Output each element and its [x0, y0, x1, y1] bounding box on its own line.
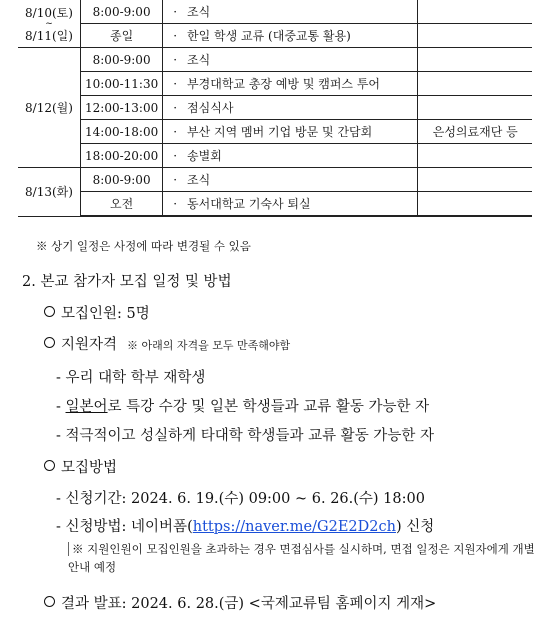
time-cell: 12:00-13:00 — [81, 96, 163, 120]
note-cell — [418, 48, 533, 72]
note-cell — [418, 0, 533, 24]
time-cell: 14:00-18:00 — [81, 120, 163, 144]
table-row — [18, 24, 532, 48]
eligibility-heading: 지원자격 ※ 아래의 자격을 모두 만족해야함 — [44, 333, 290, 354]
activity-cell: · 조식 — [163, 0, 418, 24]
circle-bullet-icon — [44, 306, 55, 317]
date-cell: 8/13(화) — [18, 168, 81, 217]
time-cell: 종일 — [81, 24, 163, 48]
table-row — [18, 168, 532, 192]
naver-form-link[interactable]: https://naver.me/G2E2D2ch — [192, 519, 396, 535]
schedule-footnote: ※ 상기 일정은 사정에 따라 변경될 수 있음 — [36, 239, 251, 253]
date-cell: 8/12(월) — [18, 48, 81, 168]
time-cell: 오전 — [81, 192, 163, 217]
note-cell: 은성의료재단 등 — [418, 120, 533, 144]
application-period: - 신청기간: 2024. 6. 19.(수) 09:00 ~ 6. 26.(수) 18:00 — [56, 491, 425, 507]
note-cell — [418, 96, 533, 120]
table-row — [18, 192, 532, 217]
time-cell: 8:00-9:00 — [81, 48, 163, 72]
section-heading: 2. 본교 참가자 모집 일정 및 방법 — [22, 274, 232, 290]
table-row — [18, 96, 532, 120]
interview-note: ※ 지원인원이 모집인원을 초과하는 경우 면접심사를 실시하며, 면접 일정은 지원자에게 개별 안내 예정 — [68, 542, 535, 574]
table-row — [18, 144, 532, 168]
tilde: ~ — [45, 18, 53, 29]
note-cell — [418, 144, 533, 168]
activity-cell: · 송별회 — [163, 144, 418, 168]
circle-bullet-icon — [44, 337, 55, 348]
circle-bullet-icon — [44, 596, 55, 607]
table-row — [18, 120, 532, 144]
activity-cell: · 한일 학생 교류 (대중교통 활용) — [163, 24, 418, 48]
note-cell — [418, 168, 533, 192]
recruit-count: 모집인원: 5명 — [44, 302, 150, 323]
date-cell: 8/10(토) ~ 8/11(일) — [18, 0, 81, 48]
table-row — [18, 0, 532, 24]
time-cell: 8:00-9:00 — [81, 168, 163, 192]
circle-bullet-icon — [44, 460, 55, 471]
eligibility-item: - 일본어로 특강 수강 및 일본 학생들과 교류 활동 가능한 자 — [56, 399, 430, 415]
result-announcement: 결과 발표: 2024. 6. 28.(금) <국제교류팀 홈페이지 게재> — [44, 592, 436, 613]
activity-cell: · 동서대학교 기숙사 퇴실 — [163, 192, 418, 217]
time-cell: 18:00-20:00 — [81, 144, 163, 168]
activity-cell: · 부산 지역 멤버 기업 방문 및 간담회 — [163, 120, 418, 144]
schedule-table — [18, 0, 532, 217]
table-row — [18, 72, 532, 96]
activity-cell: · 조식 — [163, 48, 418, 72]
activity-cell: · 부경대학교 총장 예방 및 캠퍼스 투어 — [163, 72, 418, 96]
method-heading: 모집방법 — [44, 456, 117, 477]
time-cell: 8:00-9:00 — [81, 0, 163, 24]
eligibility-item: - 적극적이고 성실하게 타대학 학생들과 교류 활동 가능한 자 — [56, 428, 434, 444]
activity-cell: · 점심식사 — [163, 96, 418, 120]
eligibility-item: - 우리 대학 학부 재학생 — [56, 370, 206, 386]
time-cell: 10:00-11:30 — [81, 72, 163, 96]
activity-cell: · 조식 — [163, 168, 418, 192]
note-cell — [418, 72, 533, 96]
table-row — [18, 48, 532, 72]
note-cell — [418, 192, 533, 217]
application-method: - 신청방법: 네이버폼(https://naver.me/G2E2D2ch) 신청 — [56, 519, 435, 535]
note-cell — [418, 24, 533, 48]
